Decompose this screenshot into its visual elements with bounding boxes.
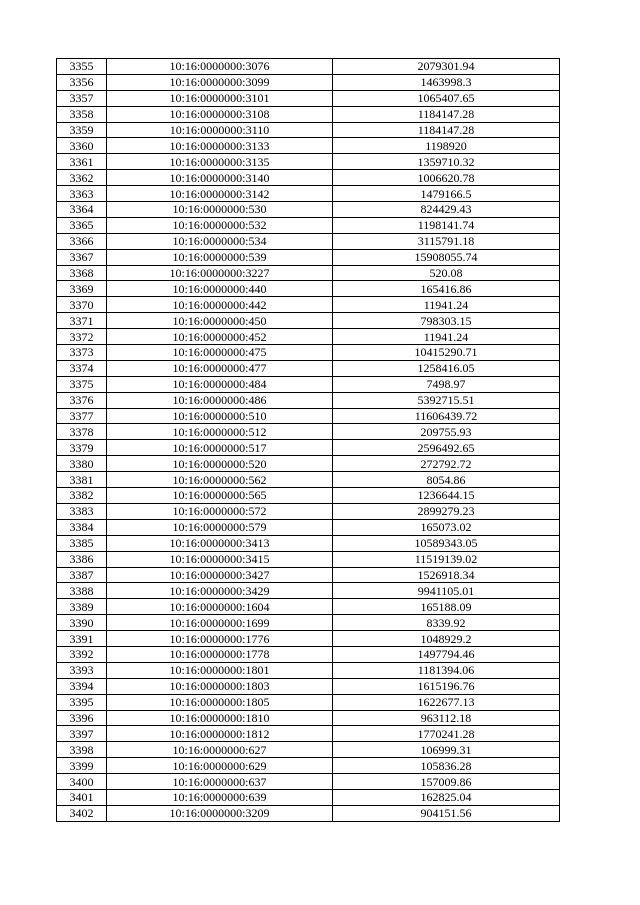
row-number-cell: 3370 xyxy=(57,297,107,313)
row-number-cell: 3384 xyxy=(57,519,107,535)
value-cell: 1048929.2 xyxy=(333,631,560,647)
table-row xyxy=(57,774,560,790)
cadastral-number-cell: 10:16:0000000:1604 xyxy=(107,599,333,615)
table-row xyxy=(57,217,560,233)
row-number-cell: 3401 xyxy=(57,789,107,805)
table-row xyxy=(57,789,560,805)
value-cell: 162825.04 xyxy=(333,789,560,805)
value-cell: 1258416.05 xyxy=(333,360,560,376)
row-number-cell: 3397 xyxy=(57,726,107,742)
row-number-cell: 3386 xyxy=(57,551,107,567)
value-cell: 8339.92 xyxy=(333,615,560,631)
cadastral-number-cell: 10:16:0000000:442 xyxy=(107,297,333,313)
row-number-cell: 3385 xyxy=(57,535,107,551)
row-number-cell: 3364 xyxy=(57,202,107,218)
value-cell: 963112.18 xyxy=(333,710,560,726)
value-cell: 105836.28 xyxy=(333,758,560,774)
table-row xyxy=(57,233,560,249)
row-number-cell: 3365 xyxy=(57,217,107,233)
cadastral-number-cell: 10:16:0000000:440 xyxy=(107,281,333,297)
table-row xyxy=(57,742,560,758)
table-row xyxy=(57,345,560,361)
cadastral-number-cell: 10:16:0000000:629 xyxy=(107,758,333,774)
cadastral-number-cell: 10:16:0000000:637 xyxy=(107,774,333,790)
row-number-cell: 3361 xyxy=(57,154,107,170)
table-row xyxy=(57,662,560,678)
row-number-cell: 3376 xyxy=(57,392,107,408)
table-row xyxy=(57,805,560,821)
cadastral-number-cell: 10:16:0000000:3429 xyxy=(107,583,333,599)
value-cell: 2899279.23 xyxy=(333,503,560,519)
row-number-cell: 3392 xyxy=(57,646,107,662)
row-number-cell: 3391 xyxy=(57,631,107,647)
cadastral-number-cell: 10:16:0000000:579 xyxy=(107,519,333,535)
row-number-cell: 3402 xyxy=(57,805,107,821)
value-cell: 1184147.28 xyxy=(333,106,560,122)
row-number-cell: 3358 xyxy=(57,106,107,122)
table-row xyxy=(57,440,560,456)
table-row xyxy=(57,59,560,75)
table-row xyxy=(57,376,560,392)
cadastral-number-cell: 10:16:0000000:1776 xyxy=(107,631,333,647)
value-cell: 165188.09 xyxy=(333,599,560,615)
table-row xyxy=(57,631,560,647)
cadastral-number-cell: 10:16:0000000:510 xyxy=(107,408,333,424)
row-number-cell: 3367 xyxy=(57,249,107,265)
row-number-cell: 3396 xyxy=(57,710,107,726)
cadastral-number-cell: 10:16:0000000:1805 xyxy=(107,694,333,710)
row-number-cell: 3372 xyxy=(57,329,107,345)
table-row xyxy=(57,154,560,170)
cadastral-number-cell: 10:16:0000000:3108 xyxy=(107,106,333,122)
cadastral-number-cell: 10:16:0000000:532 xyxy=(107,217,333,233)
value-cell: 1065407.65 xyxy=(333,90,560,106)
table-row xyxy=(57,122,560,138)
value-cell: 165416.86 xyxy=(333,281,560,297)
value-cell: 520.08 xyxy=(333,265,560,281)
value-cell: 1184147.28 xyxy=(333,122,560,138)
row-number-cell: 3375 xyxy=(57,376,107,392)
value-cell: 1181394.06 xyxy=(333,662,560,678)
table-row xyxy=(57,170,560,186)
cadastral-number-cell: 10:16:0000000:477 xyxy=(107,360,333,376)
cadastral-number-cell: 10:16:0000000:1812 xyxy=(107,726,333,742)
cadastral-number-cell: 10:16:0000000:3427 xyxy=(107,567,333,583)
value-cell: 1198920 xyxy=(333,138,560,154)
value-cell: 8054.86 xyxy=(333,472,560,488)
row-number-cell: 3387 xyxy=(57,567,107,583)
table-row xyxy=(57,297,560,313)
table-row xyxy=(57,472,560,488)
table-body xyxy=(57,59,560,822)
value-cell: 5392715.51 xyxy=(333,392,560,408)
table-row xyxy=(57,583,560,599)
table-row xyxy=(57,281,560,297)
row-number-cell: 3356 xyxy=(57,74,107,90)
row-number-cell: 3388 xyxy=(57,583,107,599)
value-cell: 165073.02 xyxy=(333,519,560,535)
value-cell: 1497794.46 xyxy=(333,646,560,662)
row-number-cell: 3378 xyxy=(57,424,107,440)
table-row xyxy=(57,249,560,265)
cadastral-number-cell: 10:16:0000000:627 xyxy=(107,742,333,758)
data-table xyxy=(56,58,560,822)
cadastral-number-cell: 10:16:0000000:3099 xyxy=(107,74,333,90)
row-number-cell: 3393 xyxy=(57,662,107,678)
table-row xyxy=(57,202,560,218)
row-number-cell: 3394 xyxy=(57,678,107,694)
row-number-cell: 3382 xyxy=(57,488,107,504)
row-number-cell: 3399 xyxy=(57,758,107,774)
table-row xyxy=(57,90,560,106)
table-row xyxy=(57,678,560,694)
cadastral-number-cell: 10:16:0000000:486 xyxy=(107,392,333,408)
row-number-cell: 3366 xyxy=(57,233,107,249)
table-row xyxy=(57,615,560,631)
value-cell: 209755.93 xyxy=(333,424,560,440)
cadastral-number-cell: 10:16:0000000:450 xyxy=(107,313,333,329)
value-cell: 106999.31 xyxy=(333,742,560,758)
row-number-cell: 3377 xyxy=(57,408,107,424)
cadastral-number-cell: 10:16:0000000:3415 xyxy=(107,551,333,567)
cadastral-number-cell: 10:16:0000000:1803 xyxy=(107,678,333,694)
row-number-cell: 3395 xyxy=(57,694,107,710)
table-row xyxy=(57,329,560,345)
row-number-cell: 3398 xyxy=(57,742,107,758)
value-cell: 11519139.02 xyxy=(333,551,560,567)
value-cell: 11606439.72 xyxy=(333,408,560,424)
value-cell: 1198141.74 xyxy=(333,217,560,233)
table-row xyxy=(57,519,560,535)
value-cell: 1006620.78 xyxy=(333,170,560,186)
table-row xyxy=(57,503,560,519)
row-number-cell: 3362 xyxy=(57,170,107,186)
cadastral-number-cell: 10:16:0000000:475 xyxy=(107,345,333,361)
row-number-cell: 3383 xyxy=(57,503,107,519)
row-number-cell: 3374 xyxy=(57,360,107,376)
value-cell: 824429.43 xyxy=(333,202,560,218)
cadastral-number-cell: 10:16:0000000:562 xyxy=(107,472,333,488)
cadastral-number-cell: 10:16:0000000:3227 xyxy=(107,265,333,281)
table-row xyxy=(57,313,560,329)
cadastral-number-cell: 10:16:0000000:3135 xyxy=(107,154,333,170)
table-row xyxy=(57,408,560,424)
value-cell: 1526918.34 xyxy=(333,567,560,583)
value-cell: 157009.86 xyxy=(333,774,560,790)
row-number-cell: 3379 xyxy=(57,440,107,456)
value-cell: 904151.56 xyxy=(333,805,560,821)
value-cell: 1479166.5 xyxy=(333,186,560,202)
value-cell: 1359710.32 xyxy=(333,154,560,170)
table-row xyxy=(57,567,560,583)
row-number-cell: 3360 xyxy=(57,138,107,154)
cadastral-number-cell: 10:16:0000000:1778 xyxy=(107,646,333,662)
cadastral-number-cell: 10:16:0000000:3133 xyxy=(107,138,333,154)
row-number-cell: 3355 xyxy=(57,59,107,75)
cadastral-number-cell: 10:16:0000000:512 xyxy=(107,424,333,440)
value-cell: 272792.72 xyxy=(333,456,560,472)
table-row xyxy=(57,551,560,567)
value-cell: 1622677.13 xyxy=(333,694,560,710)
cadastral-number-cell: 10:16:0000000:639 xyxy=(107,789,333,805)
value-cell: 798303.15 xyxy=(333,313,560,329)
table-row xyxy=(57,186,560,202)
table-row xyxy=(57,74,560,90)
cadastral-number-cell: 10:16:0000000:539 xyxy=(107,249,333,265)
row-number-cell: 3369 xyxy=(57,281,107,297)
table-row xyxy=(57,424,560,440)
row-number-cell: 3357 xyxy=(57,90,107,106)
row-number-cell: 3380 xyxy=(57,456,107,472)
cadastral-number-cell: 10:16:0000000:572 xyxy=(107,503,333,519)
table-row xyxy=(57,599,560,615)
table-row xyxy=(57,265,560,281)
cadastral-number-cell: 10:16:0000000:3076 xyxy=(107,59,333,75)
cadastral-number-cell: 10:16:0000000:534 xyxy=(107,233,333,249)
value-cell: 1770241.28 xyxy=(333,726,560,742)
cadastral-number-cell: 10:16:0000000:3142 xyxy=(107,186,333,202)
row-number-cell: 3400 xyxy=(57,774,107,790)
value-cell: 2079301.94 xyxy=(333,59,560,75)
value-cell: 9941105.01 xyxy=(333,583,560,599)
table-row xyxy=(57,456,560,472)
row-number-cell: 3389 xyxy=(57,599,107,615)
table-row xyxy=(57,758,560,774)
value-cell: 3115791.18 xyxy=(333,233,560,249)
cadastral-number-cell: 10:16:0000000:3110 xyxy=(107,122,333,138)
value-cell: 11941.24 xyxy=(333,297,560,313)
table-row xyxy=(57,726,560,742)
table-row xyxy=(57,646,560,662)
table-row xyxy=(57,488,560,504)
table-row xyxy=(57,106,560,122)
table-row xyxy=(57,138,560,154)
row-number-cell: 3371 xyxy=(57,313,107,329)
value-cell: 11941.24 xyxy=(333,329,560,345)
row-number-cell: 3381 xyxy=(57,472,107,488)
value-cell: 2596492.65 xyxy=(333,440,560,456)
row-number-cell: 3368 xyxy=(57,265,107,281)
value-cell: 1463998.3 xyxy=(333,74,560,90)
cadastral-number-cell: 10:16:0000000:3413 xyxy=(107,535,333,551)
value-cell: 15908055.74 xyxy=(333,249,560,265)
value-cell: 7498.97 xyxy=(333,376,560,392)
value-cell: 1615196.76 xyxy=(333,678,560,694)
cadastral-number-cell: 10:16:0000000:565 xyxy=(107,488,333,504)
cadastral-number-cell: 10:16:0000000:530 xyxy=(107,202,333,218)
cadastral-number-cell: 10:16:0000000:3101 xyxy=(107,90,333,106)
cadastral-number-cell: 10:16:0000000:1699 xyxy=(107,615,333,631)
cadastral-number-cell: 10:16:0000000:3140 xyxy=(107,170,333,186)
value-cell: 10415290.71 xyxy=(333,345,560,361)
row-number-cell: 3359 xyxy=(57,122,107,138)
cadastral-number-cell: 10:16:0000000:1801 xyxy=(107,662,333,678)
cadastral-number-cell: 10:16:0000000:1810 xyxy=(107,710,333,726)
cadastral-number-cell: 10:16:0000000:452 xyxy=(107,329,333,345)
table-row xyxy=(57,694,560,710)
row-number-cell: 3363 xyxy=(57,186,107,202)
table-row xyxy=(57,535,560,551)
cadastral-number-cell: 10:16:0000000:3209 xyxy=(107,805,333,821)
value-cell: 1236644.15 xyxy=(333,488,560,504)
cadastral-number-cell: 10:16:0000000:484 xyxy=(107,376,333,392)
table-row xyxy=(57,360,560,376)
cadastral-number-cell: 10:16:0000000:520 xyxy=(107,456,333,472)
table-row xyxy=(57,392,560,408)
value-cell: 10589343.05 xyxy=(333,535,560,551)
cadastral-number-cell: 10:16:0000000:517 xyxy=(107,440,333,456)
row-number-cell: 3373 xyxy=(57,345,107,361)
table-row xyxy=(57,710,560,726)
row-number-cell: 3390 xyxy=(57,615,107,631)
